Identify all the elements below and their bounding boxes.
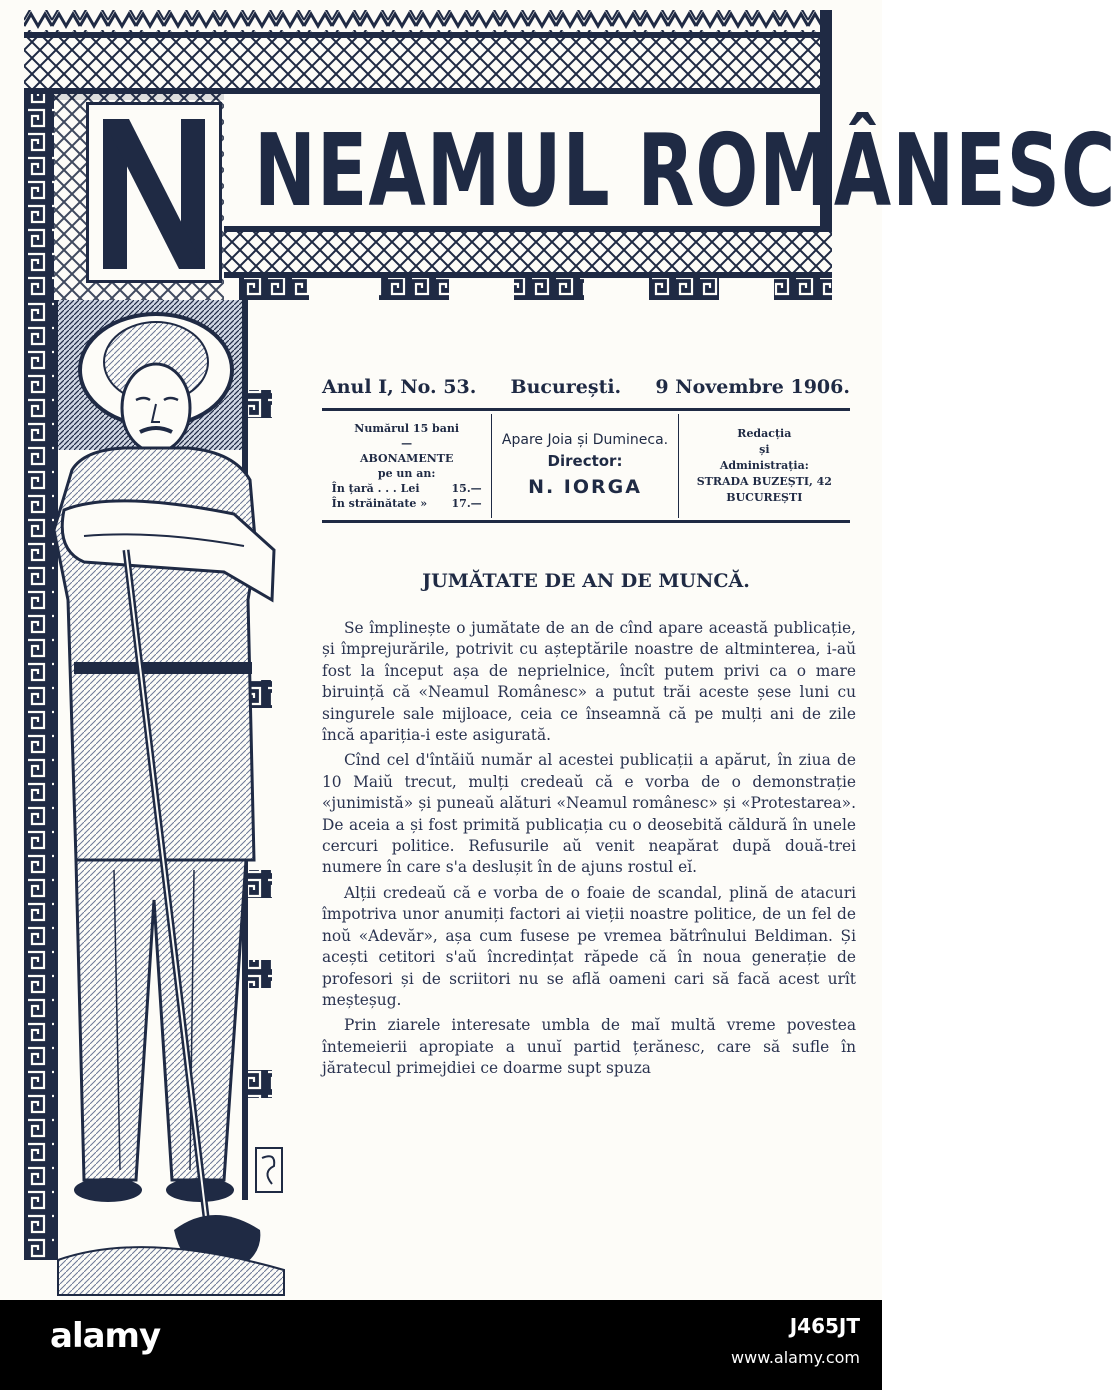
masthead-title: NEAMUL ROMÂNESC [254, 112, 1116, 230]
issue-city: București. [510, 376, 622, 398]
info-box [322, 414, 850, 518]
watermark-footer [0, 1300, 882, 1390]
dateline [322, 372, 850, 402]
subscriptions-period: pe un an: [377, 467, 436, 480]
publication-schedule: Apare Joia și Dumineca. [501, 432, 669, 448]
address-line-2: și [759, 443, 770, 456]
address-line-3: Administrația: [719, 459, 809, 472]
masthead [24, 10, 1116, 300]
domestic-price-row [332, 481, 482, 496]
small-dash: — [401, 437, 413, 450]
foreign-price-row [332, 496, 482, 511]
article-body [322, 618, 856, 1080]
initial-letter-frame [86, 102, 222, 283]
peasant-illustration [24, 300, 290, 1295]
issue-price: Numărul 15 bani [354, 422, 460, 435]
brand-logo: alamy [50, 1316, 161, 1356]
subscriptions-title: ABONAMENTE [359, 452, 454, 465]
issue-date: 9 Novembre 1906. [655, 376, 850, 398]
site-url: www.alamy.com [731, 1348, 860, 1367]
domestic-value: 15.— [451, 482, 482, 495]
address-line-4: STRADA BUZEȘTI, 42 [696, 475, 832, 488]
initial-n-icon [89, 105, 219, 280]
foreign-label: În străinătate » [331, 497, 428, 510]
article-paragraph: Alții credeaŭ că e vorba de o foaie de scandal, plină de atacuri împotriva unor anumiți factori ai vieții noastre politice, de un fel de noŭ «Adevăr», așa cum fusese pe vremea bătrînului Beldiman. Și acești cetitori s'aŭ încredințat răpede că în noua generație de profesori și de scriitori nu se află oameni cari să facă acest urît meșteșug. [322, 883, 856, 1009]
subscription-info [322, 414, 492, 518]
divider-top [322, 408, 850, 411]
editorial-address [679, 414, 850, 518]
address-line-5: BUCUREȘTI [726, 491, 803, 504]
publication-info [492, 414, 678, 518]
peasant-figure-icon [24, 300, 290, 1295]
address-line-1: Redacția [737, 427, 792, 440]
director-label: Director: [547, 452, 623, 470]
article-headline: JUMĂTATE DE AN DE MUNCĂ. [422, 570, 750, 592]
domestic-label: În țară . . . Lei [331, 482, 420, 495]
divider-bottom [322, 520, 850, 523]
article-paragraph: Cînd cel d'întăiŭ număr al acestei publicații a apărut, în ziua de 10 Maiŭ trecut, mulți credeaŭ că e vorba de o demonstrație «junimistă» și puneaŭ alături «Neamul românesc» și «Protestarea». De aceia a și fost primită publicația cu o deosebită căldură în unele cercuri politice. Refusurile aŭ venit neapărat după două-trei numere în care s'a deslușit în de ajuns rostul eĭ. [322, 751, 856, 877]
image-code: J465JT [789, 1314, 860, 1338]
foreign-value: 17.— [451, 497, 482, 510]
director-name: N. IORGA [528, 476, 642, 498]
article-paragraph: Prin ziarele interesate umbla de maĭ multă vreme povestea întemeierii apropiate a unuĭ partid țerănesc, care să sufle în jăratecul primejdiei ce doarme supt spuza [322, 1016, 856, 1078]
article-paragraph: Se împlinește o jumătate de an de cînd apare această publicație, și împrejurările, potrivit cu așteptările noastre de altminterea, i-aŭ fost la început așa de neprielnice, încît putem privi ca o mare biruință că «Neamul Românesc» a putut trăi aceste șese luni cu singurele sale mijloace, ceia ce înseamnă că pe mulți ani de zile încă apariția-i este asigurată. [322, 619, 856, 745]
issue-number: Anul I, No. 53. [322, 376, 477, 398]
